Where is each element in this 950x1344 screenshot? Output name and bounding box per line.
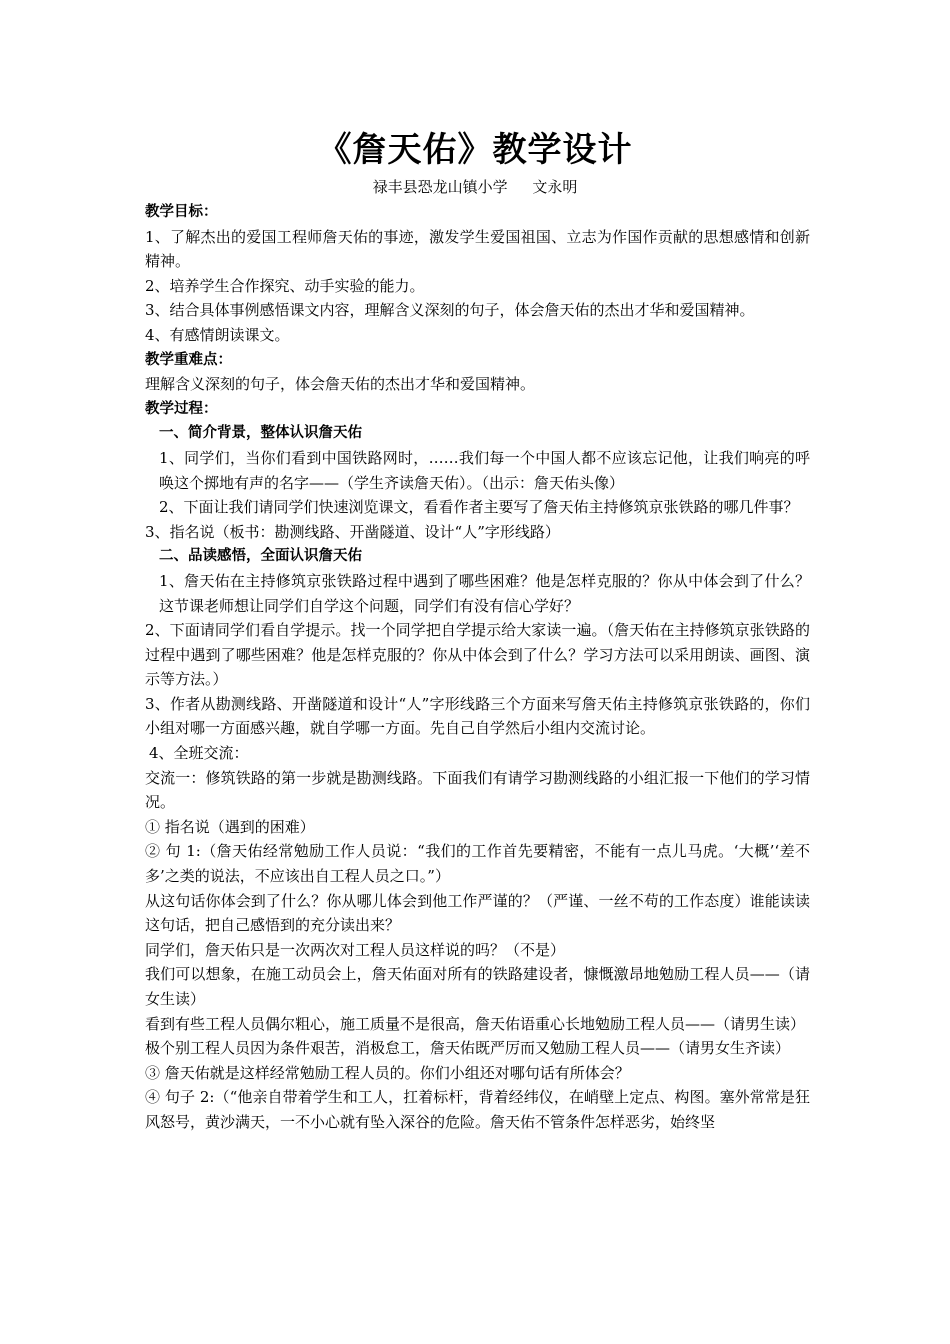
paragraph: ① 指名说（遇到的困难） [145, 817, 315, 836]
paragraph: 看到有些工程人员偶尔粗心，施工质量不是很高，詹天佑语重心长地勉励工程人员——（请男生读） [145, 1014, 806, 1033]
document-body [145, 200, 810, 1135]
section-subheading: 二、品读感悟，全面认识詹天佑 [159, 548, 362, 565]
paragraph: 3、作者从勘测线路、开凿隧道和设计“人”字形线路三个方面来写詹天佑主持修筑京张铁路的，你们小组对哪一方面感兴趣，就自学哪一方面。先自己自学然后小组内交流讨论。 [145, 694, 810, 738]
paragraph: 理解含义深刻的句子，体会詹天佑的杰出才华和爱国精神。 [145, 375, 536, 394]
paragraph: ② 句 1:（詹天佑经常勉励工作人员说：“我们的工作首先要精密，不能有一点儿马虎。‘大概’‘差不多’之类的说法，不应该出自工程人员之口。”） [145, 842, 810, 886]
paragraph: 3、指名说（板书：勘测线路、开凿隧道、设计“人”字形线路） [145, 522, 560, 541]
paragraph: 1、詹天佑在主持修筑京张铁路过程中遇到了哪些困难？他是怎样克服的？你从中体会到了什么？这节课老师想让同学们自学这个问题，同学们有没有信心学好？ [159, 571, 810, 615]
paragraph: 从这句话你体会到了什么？你从哪儿体会到他工作严谨的？（严谨、一丝不苟的工作态度）谁能读读这句话，把自己感悟到的充分读出来？ [145, 891, 810, 935]
paragraph: 极个别工程人员因为条件艰苦，消极怠工，詹天佑既严厉而又勉励工程人员——（请男女生齐读） [145, 1039, 791, 1058]
section-subheading: 一、简介背景，整体认识詹天佑 [159, 425, 362, 442]
paragraph: 同学们，詹天佑只是一次两次对工程人员这样说的吗？（不是） [145, 940, 566, 959]
paragraph: 交流一：修筑铁路的第一步就是勘测线路。下面我们有请学习勘测线路的小组汇报一下他们的学习情况。 [145, 768, 810, 812]
paragraph: 1、了解杰出的爱国工程师詹天佑的事迹，激发学生爱国祖国、立志为作国作贡献的思想感情和创新精神。 [145, 227, 810, 271]
section-heading: 教学目标： [145, 204, 218, 220]
paragraph: 我们可以想象，在施工动员会上，詹天佑面对所有的铁路建设者，慷慨激昂地勉励工程人员——（请女生读） [145, 965, 810, 1008]
section-heading: 教学重难点： [145, 351, 232, 368]
paragraph: 2、下面让我们请同学们快速浏览课文，看看作者主要写了詹天佑主持修筑京张铁路的哪几件事？ [159, 498, 799, 517]
author-school: 禄丰县恐龙山镇小学 [372, 178, 508, 196]
paragraph: 4、全班交流： [149, 744, 249, 763]
author-name: 文永明 [532, 178, 578, 196]
author-line [0, 176, 950, 198]
paragraph: 2、培养学生合作探究、动手实验的能力。 [145, 276, 425, 295]
paragraph: ④ 句子 2:（“他亲自带着学生和工人，扛着标杆，背着经纬仪，在峭壁上定点、构图。塞外常常是狂风怒号，黄沙满天，一不小心就有坠入深谷的危险。詹天佑不管条件怎样恶劣，始终坚 [145, 1088, 810, 1131]
section-heading: 教学过程： [145, 400, 218, 417]
paragraph: ③ 詹天佑就是这样经常勉励工程人员的。你们小组还对哪句话有所体会？ [145, 1063, 630, 1082]
paragraph: 2、下面请同学们看自学提示。找一个同学把自学提示给大家读一遍。（詹天佑在主持修筑京张铁路的过程中遇到了哪些困难？他是怎样克服的？你从中体会到了什么？学习方法可以采用朗读、画图、演示等方法。） [145, 621, 810, 689]
paragraph: 1、同学们，当你们看到中国铁路网时，……我们每一个中国人都不应该忘记他，让我们响亮的呼唤这个掷地有声的名字——（学生齐读詹天佑）。（出示：詹天佑头像） [159, 448, 810, 492]
document-title: 《詹天佑》教学设计 [317, 130, 633, 170]
paragraph: 3、结合具体事例感悟课文内容，理解含义深刻的句子，体会詹天佑的杰出才华和爱国精神。 [145, 301, 755, 320]
paragraph: 4、有感情朗读课文。 [145, 325, 290, 344]
